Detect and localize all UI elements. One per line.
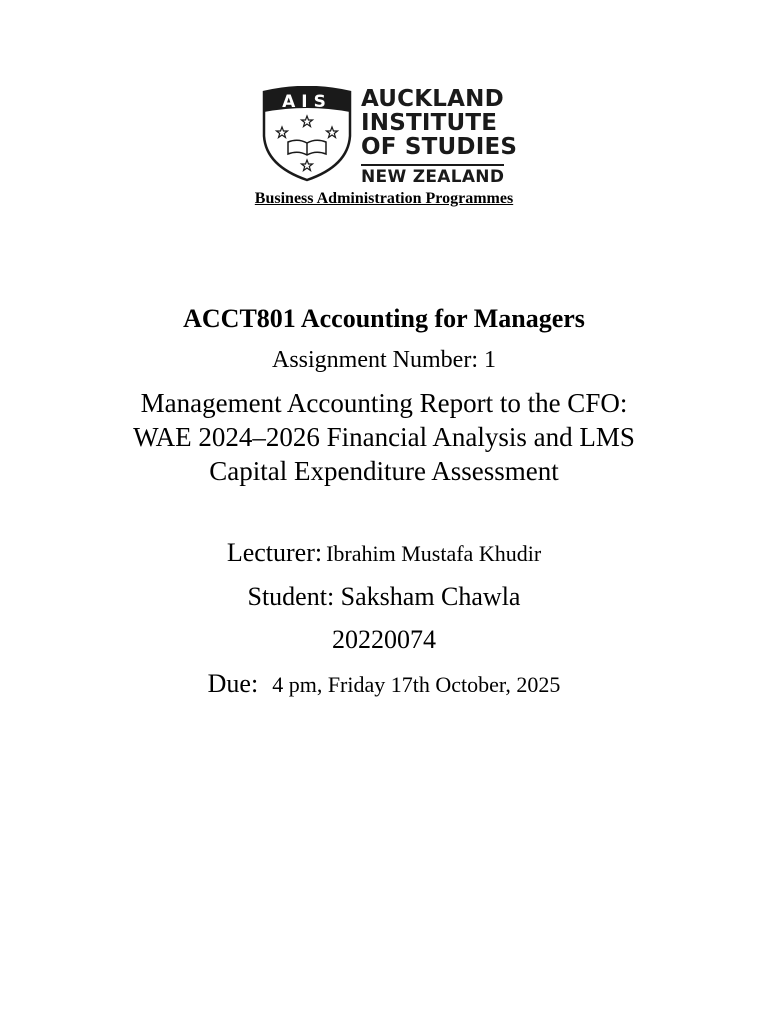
lecturer-label: Lecturer:: [226, 538, 323, 567]
report-title: [90, 386, 678, 488]
shield-crest-icon: [262, 86, 352, 182]
logo-divider: [361, 164, 504, 166]
logo-line-4: NEW ZEALAND: [361, 167, 505, 187]
due-label: Due:: [207, 669, 259, 698]
student-id: 20220074: [332, 625, 436, 654]
programme-subtitle: Business Administration Programmes: [254, 190, 514, 207]
shield-letters: AIS: [282, 92, 332, 112]
report-title-line-3: Capital Expenditure Assessment: [209, 456, 559, 486]
due-line: [0, 669, 768, 699]
logo-line-3: OF STUDIES: [361, 134, 518, 160]
student-name: Student: Saksham Chawla: [247, 582, 521, 611]
logo-line-1: AUCKLAND: [361, 86, 504, 112]
lecturer-name: Ibrahim Mustafa Khudir: [326, 541, 542, 566]
report-title-line-2: WAE 2024–2026 Financial Analysis and LMS: [133, 422, 635, 452]
logo-wordmark: [361, 86, 518, 187]
report-title-line-1: Management Accounting Report to the CFO:: [140, 388, 628, 418]
assignment-number: Assignment Number: 1: [272, 347, 496, 373]
due-date: 4 pm, Friday 17th October, 2025: [272, 672, 561, 697]
course-title: ACCT801 Accounting for Managers: [183, 304, 585, 333]
logo-line-2: INSTITUTE: [361, 110, 498, 136]
lecturer-line: [0, 538, 768, 568]
institute-logo: [262, 84, 518, 187]
